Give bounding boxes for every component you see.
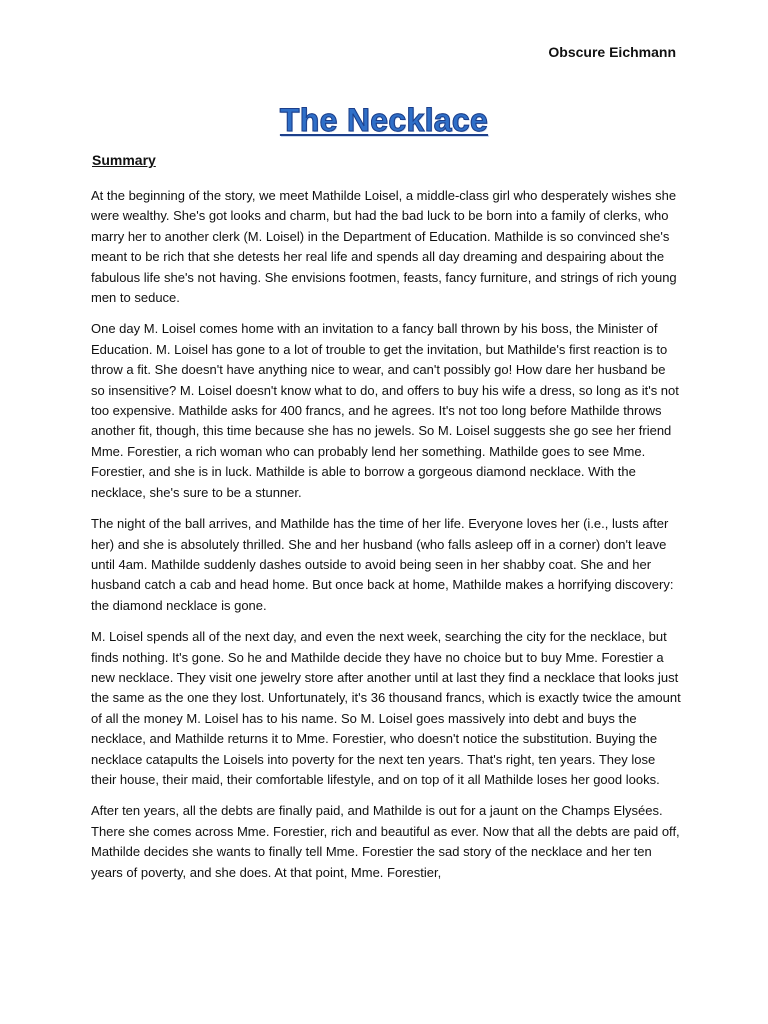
author-name: Obscure Eichmann	[548, 44, 676, 60]
document-body	[91, 186, 681, 894]
paragraph-3: The night of the ball arrives, and Mathilde has the time of her life. Everyone loves her (i.e., lusts after her) and she is absolutely thrilled. She and her husband (who falls asleep off in a corner) don't leave until 4am. Mathilde suddenly dashes outside to avoid being seen in her shabby coat. She and her husband catch a cab and head home. But once back at home, Mathilde makes a horrifying discovery: the diamond necklace is gone.	[91, 516, 674, 613]
paragraph-4: M. Loisel spends all of the next day, and even the next week, searching the city for the necklace, but finds nothing. It's gone. So he and Mathilde decide they have no choice but to buy Mme. Forestier a new necklace. They visit one jewelry store after another until at last they find a necklace that looks just the same as the one they lost. Unfortunately, it's 36 thousand francs, which is exactly twice the amount of all the money M. Loisel has to his name. So M. Loisel goes massively into debt and buys the necklace, and Mathilde returns it to Mme. Forestier, who doesn't notice the substitution. Buying the necklace catapults the Loisels into poverty for the next ten years. That's right, ten years. They lose their house, their maid, their comfortable lifestyle, and on top of it all Mathilde loses her good looks.	[91, 629, 681, 787]
section-heading-summary: Summary	[92, 152, 156, 168]
paragraph-2: One day M. Loisel comes home with an invitation to a fancy ball thrown by his boss, the Minister of Education. M. Loisel has gone to a lot of trouble to get the invitation, but Mathilde's first reaction is to throw a fit. She doesn't have anything nice to wear, and can't possibly go! How dare her husband be so insensitive? M. Loisel doesn't know what to do, and offers to buy his wife a dress, so long as it's not too expensive. Mathilde asks for 400 francs, and he agrees. It's not too long before Mathilde throws another fit, though, this time because she has no jewels. So M. Loisel suggests she go see her friend Mme. Forestier, a rich woman who can probably lend her something. Mathilde goes to see Mme. Forestier, and she is in luck. Mathilde is able to borrow a gorgeous diamond necklace. With the necklace, she's sure to be a stunner.	[91, 321, 679, 500]
paragraph-5: After ten years, all the debts are finally paid, and Mathilde is out for a jaunt on the Champs Elysées. There she comes across Mme. Forestier, rich and beautiful as ever. Now that all the debts are paid off, Mathilde decides she wants to finally tell Mme. Forestier the sad story of the necklace and her ten years of poverty, and she does. At that point, Mme. Forestier,	[91, 803, 680, 880]
paragraph-1: At the beginning of the story, we meet Mathilde Loisel, a middle-class girl who desperately wishes she were wealthy. She's got looks and charm, but had the bad luck to be born into a family of clerks, who marry her to another clerk (M. Loisel) in the Department of Education. Mathilde is so convinced she's meant to be rich that she detests her real life and spends all day dreaming and despairing about the fabulous life she's not having. She envisions footmen, feasts, fancy furniture, and strings of rich young men to seduce.	[91, 188, 677, 306]
document-title: The Necklace	[279, 102, 489, 138]
